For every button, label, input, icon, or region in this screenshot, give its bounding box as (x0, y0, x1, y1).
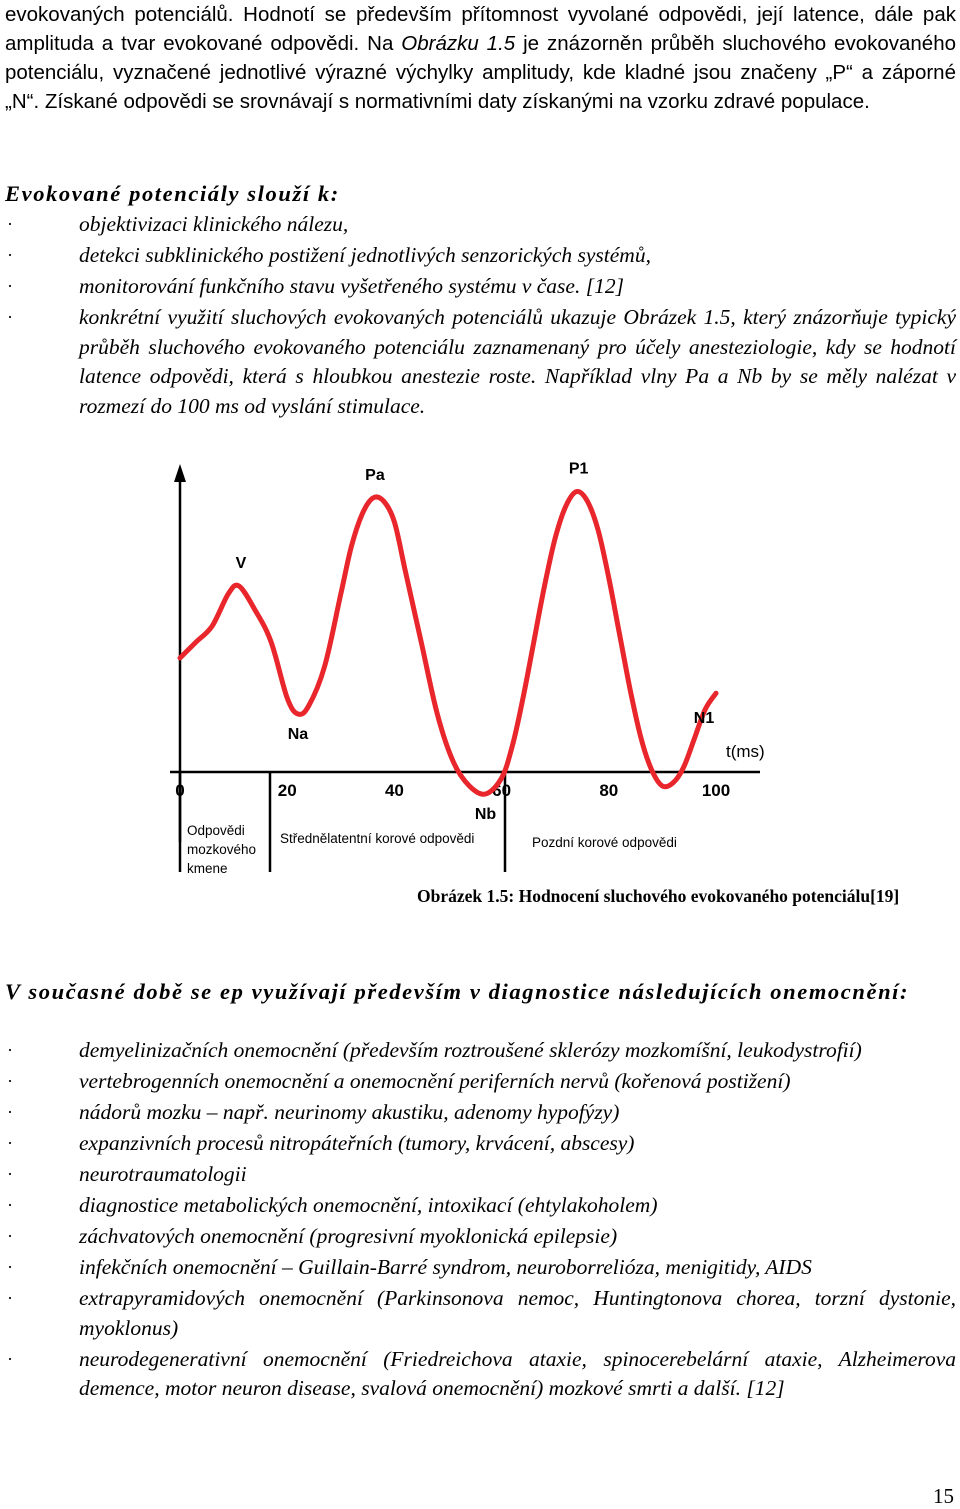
page-number: 15 (933, 1484, 954, 1508)
section1-heading: Evokované potenciály slouží k: (5, 181, 340, 206)
section2-list (0, 1036, 960, 1405)
list-item: · expanzivních procesů nitropáteřních (tumory, krvácení, abscesy) (0, 1129, 960, 1159)
list-item: · demyelinizačních onemocnění (především roztroušené sklerózy mozkomíšní, leukodystrofií) (0, 1036, 960, 1066)
peak-label-pa: Pa (365, 467, 385, 484)
list-item: · neurotraumatologii (0, 1160, 960, 1190)
intro-paragraph (5, 0, 956, 116)
x-tick-label: 0 (175, 781, 185, 800)
list-item: · objektivizaci klinického nálezu, (0, 210, 960, 240)
peak-label-p1: P1 (568, 462, 589, 478)
region-label-brainstem-1: Odpovědi (187, 823, 245, 838)
x-axis-label: t(ms) (726, 742, 765, 761)
peak-label-n1: N1 (693, 710, 715, 728)
section1-list (0, 210, 960, 423)
intro-text-1: evokovaných potenciálů. Hodnotí se především přítomnost vyvolané odpovědi, její latence, dále pak amplituda a tvar evokované odpovědi. Na (5, 3, 956, 55)
list-item: · konkrétní využití sluchových evokovaných potenciálů ukazuje Obrázek 1.5, který znázorňuje typický průběh sluchového evokovaného potenciálu zaznamenaný pro účely anesteziologie, kdy se hodnotí latence odpovědi, která s hloubkou anestezie roste. Například vlny Pa a Nb by se měly nalézat v rozmezí do 100 ms od vyslání stimulace. (0, 303, 960, 421)
x-tick-label: 60 (492, 781, 512, 800)
x-axis-ticks (175, 781, 730, 800)
list-item: · nádorů mozku – např. neurinomy akustiku, adenomy hypofýzy) (0, 1098, 960, 1128)
aep-curve (180, 491, 716, 794)
aep-figure (160, 462, 800, 877)
chart-axes (170, 464, 760, 872)
figure-reference: Obrázku 1.5 (401, 32, 516, 55)
x-tick-label: 40 (384, 781, 404, 800)
peak-label-nb: Nb (474, 806, 497, 823)
list-item: · infekčních onemocnění – Guillain-Barré syndrom, neuroborrelióza, menigitidy, AIDS (0, 1253, 960, 1283)
list-item: · záchvatových onemocnění (progresivní myoklonická epilepsie) (0, 1222, 960, 1252)
peak-label-na: Na (287, 726, 309, 743)
region-labels (187, 823, 677, 876)
x-tick-label: 20 (277, 781, 297, 800)
list-item: · diagnostice metabolických onemocnění, intoxikací (ehtylakoholem) (0, 1191, 960, 1221)
y-axis-arrow (174, 464, 186, 482)
section2-heading: V současné době se ep využívají především v diagnostice následujících onemocnění: (5, 979, 910, 1004)
intro-text-2: je znázorněn průběh sluchového evokovaného potenciálu, vyznačené jednotlivé výrazné výchylky amplitudy, kde kladné jsou značeny „P“ a záporné „N“. Získané odpovědi se srovnávají s normativními daty získanými na vzorku zdravé populace. (5, 32, 957, 113)
peak-label-v: V (235, 555, 247, 572)
x-tick-label: 80 (599, 781, 619, 800)
region-label-late: Pozdní korové odpovědi (532, 835, 677, 850)
x-tick-label: 100 (701, 781, 731, 800)
figure-caption: Obrázek 1.5: Hodnocení sluchového evokovaného potenciálu[19] (417, 886, 900, 906)
region-label-brainstem-2: mozkového (187, 842, 257, 857)
list-item: · monitorování funkčního stavu vyšetřeného systému v čase. [12] (0, 272, 960, 302)
list-item: · vertebrogenních onemocnění a onemocnění periferních nervů (kořenová postižení) (0, 1067, 960, 1097)
list-item: · neurodegenerativní onemocnění (Friedreichova ataxie, spinocerebelární ataxie, Alzheimerova demence, motor neuron disease, svalová onemocnění) mozkové smrti a další. [12] (0, 1345, 960, 1404)
region-label-brainstem-3: kmene (187, 861, 228, 876)
region-label-midlatency: Střednělatentní korové odpovědi (280, 831, 475, 846)
list-item: · detekci subklinického postižení jednotlivých senzorických systémů, (0, 241, 960, 271)
list-item: · extrapyramidových onemocnění (Parkinsonova nemoc, Huntingtonova chorea, torzní dystonie, myoklonus) (0, 1284, 960, 1343)
peak-labels (236, 462, 715, 823)
